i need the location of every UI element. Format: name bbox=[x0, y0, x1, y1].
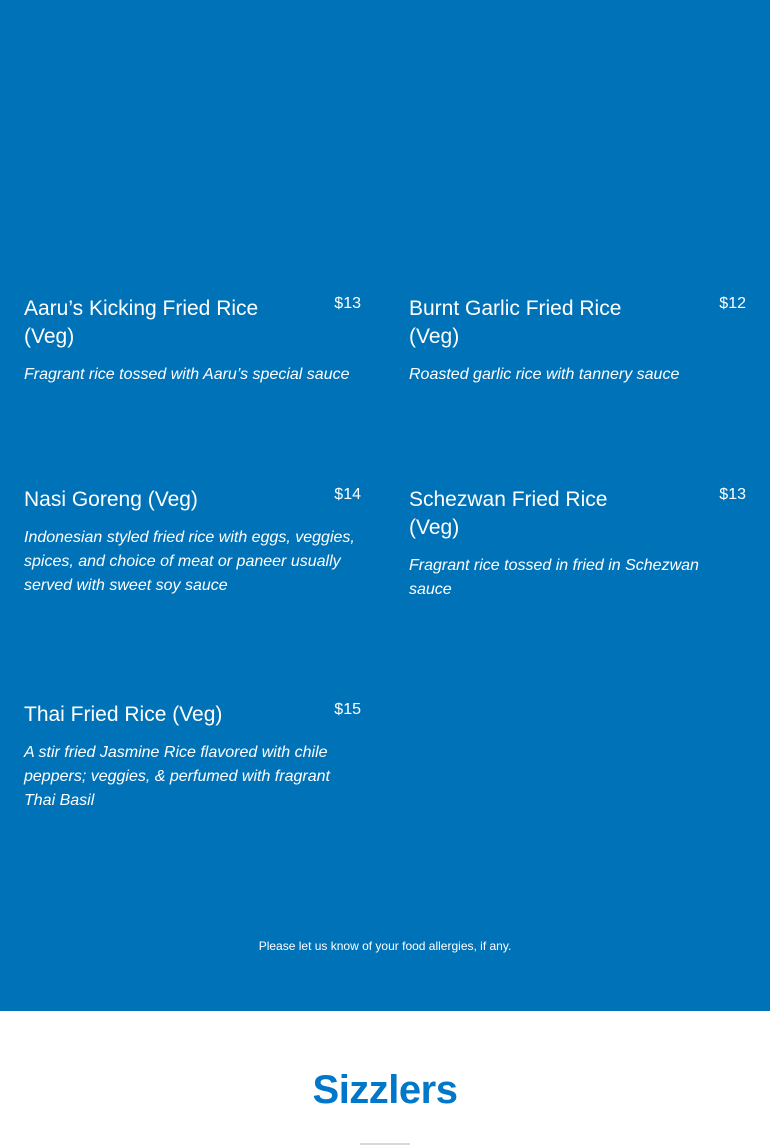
menu-item bbox=[24, 295, 361, 387]
menu-item bbox=[409, 486, 746, 602]
item-name: Burnt Garlic Fried Rice (Veg) bbox=[409, 297, 622, 348]
item-price: $13 bbox=[334, 295, 361, 312]
item-description: Indonesian styled fried rice with eggs, veggies, spices, and choice of meat or paneer usually served with sweet soy sauce bbox=[24, 529, 355, 594]
item-header bbox=[24, 701, 361, 729]
item-header bbox=[409, 295, 746, 351]
item-price: $13 bbox=[719, 486, 746, 503]
item-name: Aaru’s Kicking Fried Rice (Veg) bbox=[24, 297, 259, 348]
menu-item bbox=[24, 701, 361, 813]
item-description: Roasted garlic rice with tannery sauce bbox=[409, 366, 680, 383]
item-description: A stir fried Jasmine Rice flavored with chile peppers; veggies, & perfumed with fragrant Thai Basil bbox=[24, 744, 330, 809]
item-header bbox=[24, 486, 361, 514]
allergy-note: Please let us know of your food allergies, if any. bbox=[258, 939, 512, 953]
menu-item bbox=[409, 295, 746, 387]
item-name: Thai Fried Rice (Veg) bbox=[24, 703, 223, 726]
item-header bbox=[24, 295, 361, 351]
item-price: $15 bbox=[334, 701, 361, 718]
item-header bbox=[409, 486, 746, 542]
item-name: Schezwan Fried Rice (Veg) bbox=[409, 488, 608, 539]
section-title: Sizzlers bbox=[312, 1068, 458, 1112]
item-price: $12 bbox=[719, 295, 746, 312]
item-description: Fragrant rice tossed with Aaru’s special sauce bbox=[24, 366, 350, 383]
item-description: Fragrant rice tossed in fried in Schezwan sauce bbox=[409, 557, 699, 598]
menu-item bbox=[24, 486, 361, 598]
title-underline bbox=[360, 1143, 410, 1145]
item-name: Nasi Goreng (Veg) bbox=[24, 488, 198, 511]
item-price: $14 bbox=[334, 486, 361, 503]
